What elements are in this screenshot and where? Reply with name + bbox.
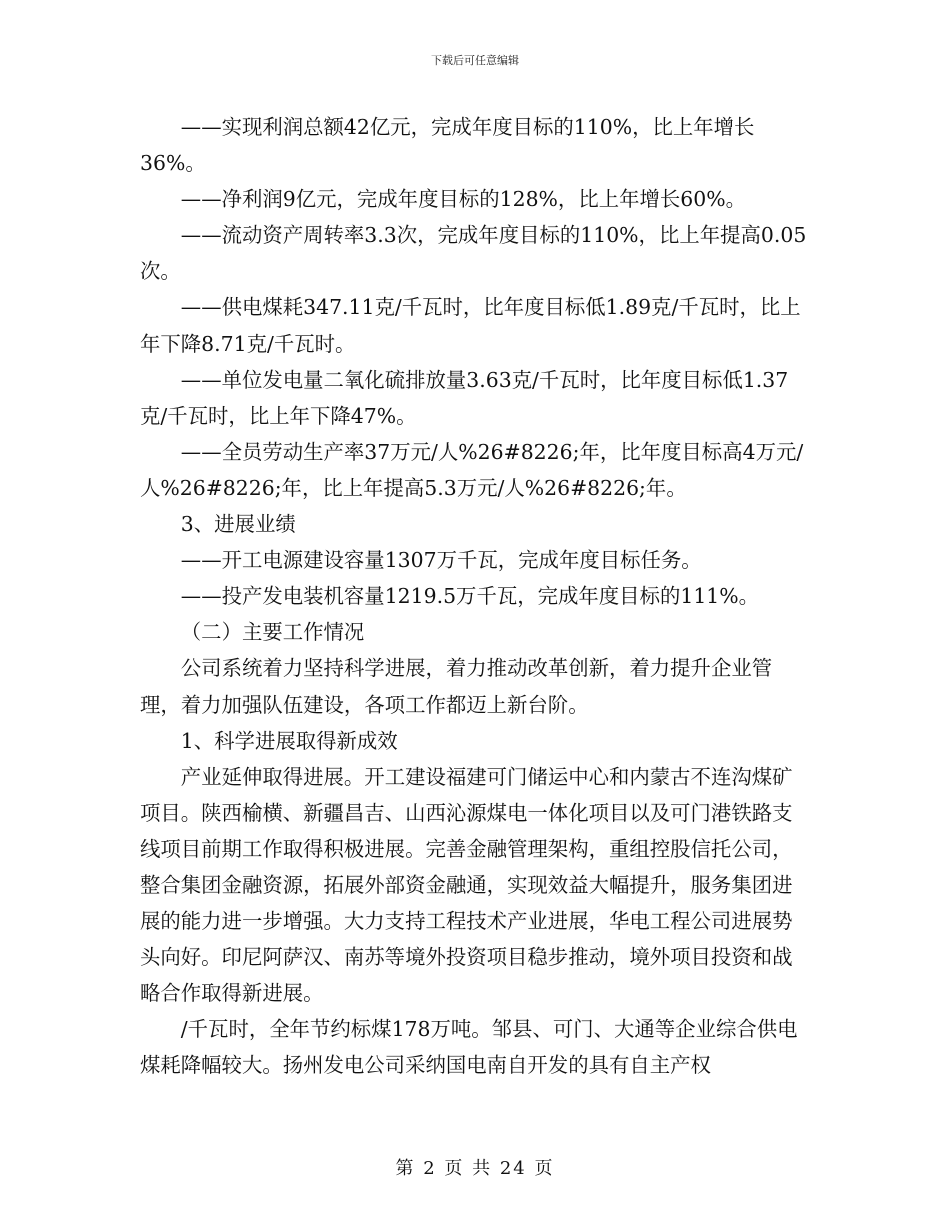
paragraph-labor-productivity: ——全员劳动生产率37万元/人%26#8226;年，比年度目标高4万元/人%26#8226;年，比上年提高5.3万元/人%26#8226;年。 [140, 439, 804, 500]
paragraph-coal-consumption: ——供电煤耗347.11克/千瓦时，比年度目标低1.89克/千瓦时，比上年下降8.71克/千瓦时。 [140, 295, 801, 356]
paragraph-asset-turnover: ——流动资产周转率3.3次，完成年度目标的110%，比上年提高0.05次。 [140, 223, 807, 284]
section-heading-progress: 3、进展业绩 [180, 512, 296, 537]
page-header: 下载后可任意编辑 [431, 54, 519, 67]
paragraph-industry-extension: 产业延伸取得进展。开工建设福建可门储运中心和内蒙古不连沟煤矿项目。陕西榆横、新疆昌吉、山西沁源煤电一体化项目以及可门港铁路支线项目前期工作取得积极进展。完善金融管理架构，重组控股信托公司，整合集团金融资源，拓展外部资金融通，实现效益大幅提升，服务集团进展的能力进一步增强。大力支持工程技术产业进展，华电工程公司进展势头向好。印尼阿萨汉、南苏等境外投资项目稳步推动，境外项目投资和战略合作取得新进展。 [140, 764, 793, 1006]
paragraph-coal-saving: /千瓦时，全年节约标煤178万吨。邹县、可门、大通等企业综合供电煤耗降幅较大。扬州发电公司采纳国电南自开发的具有自主产权 [140, 1017, 798, 1078]
paragraph-company-summary: 公司系统着力坚持科学进展，着力推动改革创新，着力提升企业管理，着力加强队伍建设，各项工作都迈上新台阶。 [140, 656, 773, 717]
page-footer: 第 2 页 共 24 页 [395, 1158, 555, 1179]
section-heading-science: 1、科学进展取得新成效 [180, 728, 398, 753]
paragraph-net-profit: ——净利润9亿元，完成年度目标的128%，比上年增长60%。 [180, 187, 746, 212]
section-heading-main-work: （二）主要工作情况 [180, 620, 365, 645]
paragraph-installed-capacity: ——投产发电装机容量1219.5万千瓦，完成年度目标的111%。 [180, 584, 760, 609]
paragraph-so2-emission: ——单位发电量二氧化硫排放量3.63克/千瓦时，比年度目标低1.37克/千瓦时，比上年下降47%。 [140, 367, 789, 428]
paragraph-construction-capacity: ——开工电源建设容量1307万千瓦，完成年度目标任务。 [180, 548, 702, 573]
paragraph-profit: ——实现利润总额42亿元，完成年度目标的110%，比上年增长36%。 [140, 115, 755, 176]
document-body [140, 109, 812, 1084]
